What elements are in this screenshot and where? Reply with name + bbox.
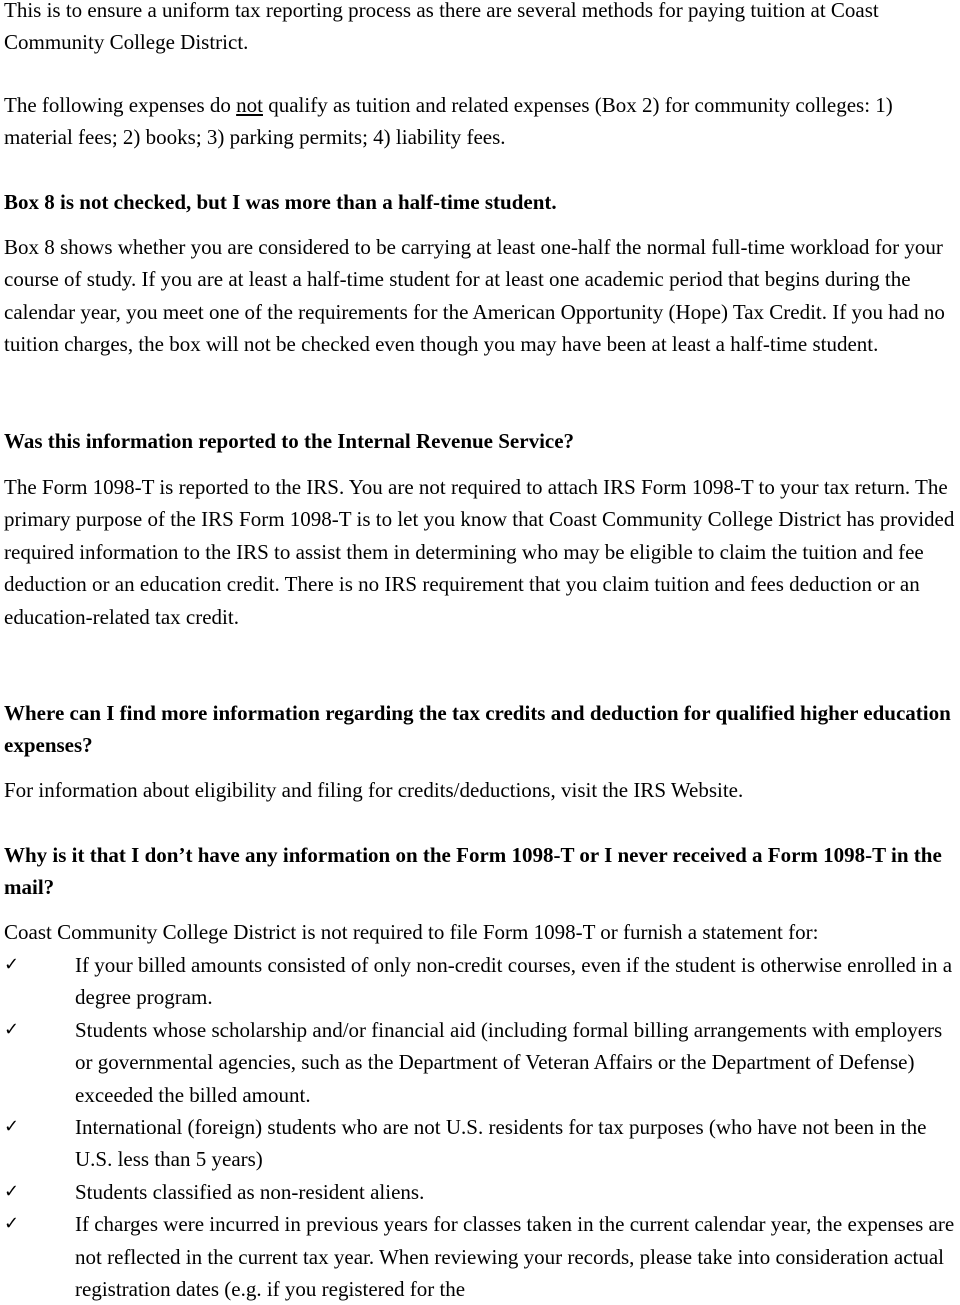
checklist-item-text: International (foreign) students who are not U.S. residents for tax purposes (who have not been in the U.S. less than 5 years): [75, 1115, 927, 1172]
checklist-item-text: If your billed amounts consisted of only non-credit courses, even if the student is otherwise enrolled in a degree program.: [75, 953, 953, 1010]
intro-paragraph: [4, 0, 958, 59]
more-info-heading: Where can I find more information regarding the tax credits and deduction for qualified higher education expenses?: [4, 701, 951, 758]
checkmark-icon: ✓: [4, 954, 20, 975]
checklist-item-text: If charges were incurred in previous years for classes taken in the current calendar year, the expenses are not reflected in the current tax year. When reviewing your records, please take into consideration actual registration dates (e.g. if you registered for the: [75, 1212, 955, 1302]
checklist-item: [4, 1111, 958, 1176]
expenses-text: [4, 89, 958, 154]
irs-report-body: The Form 1098-T is reported to the IRS. You are not required to attach IRS Form 1098-T to your tax return. The primary purpose of the IRS Form 1098-T is to let you know that Coast Community College District has provided required information to the IRS to assist them in determining who may be eligible to claim the tuition and fee deduction or an education credit. There is no IRS requirement that you claim tuition and fees deduction or an education-related tax credit.: [4, 475, 955, 629]
checklist-item: [4, 949, 958, 1014]
checklist-item: [4, 1014, 958, 1111]
checklist-item-text: Students whose scholarship and/or financial aid (including formal billing arrangements with employers or governmental agencies, such as the Department of Veteran Affairs or the Department of Defense) exceeded the billed amount.: [75, 1017, 943, 1107]
checkmark-icon: ✓: [4, 1018, 20, 1040]
checklist-item-text: Students classified as non-resident aliens.: [75, 1179, 425, 1204]
checklist-item: [4, 1208, 958, 1305]
expenses-text-not: not: [236, 93, 263, 117]
expenses-text-post: qualify as tuition and related expenses (Box 2) for community colleges: 1) material fees; 2) books; 3) parking permits; 4) liability fees.: [4, 93, 893, 150]
box8-heading: Box 8 is not checked, but I was more than a half-time student.: [4, 190, 557, 214]
no-form-intro: Coast Community College District is not required to file Form 1098-T or furnish a statement for:: [4, 920, 819, 944]
more-info-body: For information about eligibility and filing for credits/deductions, visit the IRS Website.: [4, 778, 744, 802]
no-form-heading: Why is it that I don’t have any information on the Form 1098-T or I never received a Form 1098-T in the mail?: [4, 843, 942, 900]
checkmark-icon: ✓: [4, 1116, 20, 1138]
box8-body: Box 8 shows whether you are considered to be carrying at least one-half the normal full-time workload for your course of study. If you are at least a half-time student for at least one academic period that begins during the calendar year, you meet one of the requirements for the American Opportunity (Hope) Tax Credit. If you had no tuition charges, the box will not be checked even though you may have been at least a half-time student.: [4, 235, 945, 357]
intro-text: This is to ensure a uniform tax reporting process as there are several methods for paying tuition at Coast Community College District.: [4, 0, 879, 55]
checklist-item: [4, 1176, 958, 1208]
irs-report-heading: Was this information reported to the Internal Revenue Service?: [4, 429, 575, 453]
exemption-checklist: [4, 949, 958, 1305]
expenses-text-pre: The following expenses do: [4, 93, 237, 117]
expenses-paragraph: [4, 89, 958, 154]
checkmark-icon: ✓: [4, 1180, 20, 1202]
checkmark-icon: ✓: [4, 1213, 20, 1235]
